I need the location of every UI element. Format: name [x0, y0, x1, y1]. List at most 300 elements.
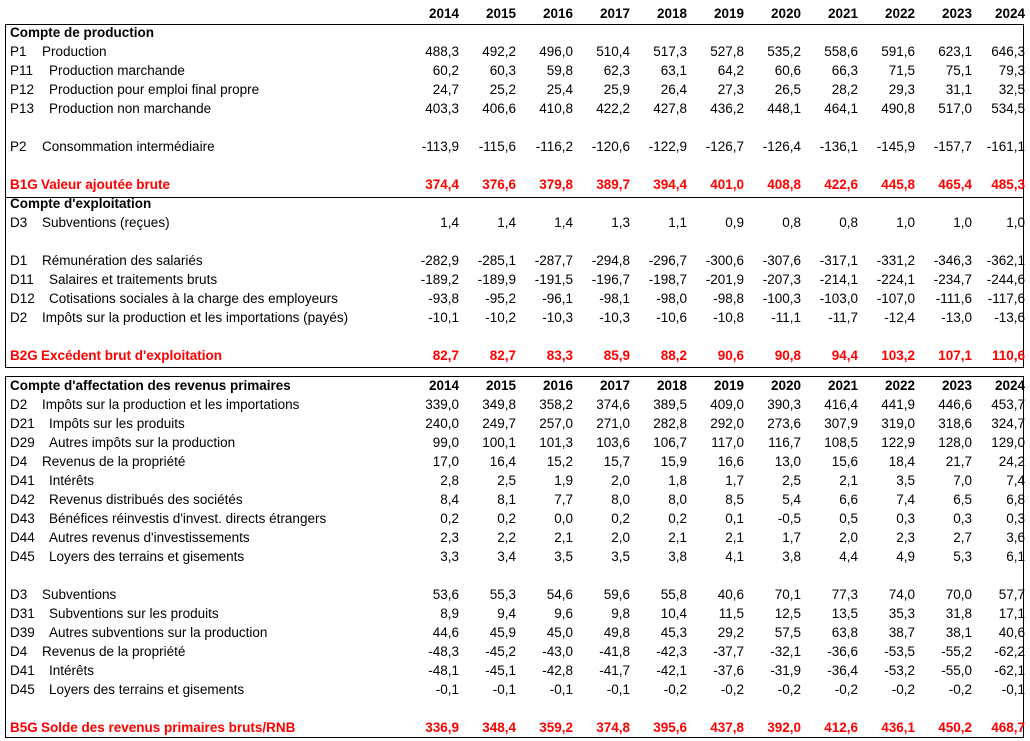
- blank-row: [5, 232, 1027, 251]
- value-cell: 490,8: [881, 101, 915, 116]
- value-cell: 623,1: [938, 44, 972, 59]
- value-cell: -43,0: [542, 644, 573, 659]
- value-cell: -214,1: [819, 272, 858, 287]
- table-block-production-exploitation: [5, 4, 1027, 365]
- value-cell: 379,8: [539, 177, 573, 192]
- value-cell: 0,0: [554, 511, 573, 526]
- value-cell: 26,4: [660, 82, 687, 97]
- value-cell: 273,6: [767, 416, 801, 431]
- table-row: [5, 308, 1027, 327]
- value-cell: 35,3: [888, 606, 915, 621]
- value-cell: 318,6: [938, 416, 972, 431]
- value-cell: 339,0: [425, 397, 459, 412]
- value-cell: 11,5: [718, 606, 744, 621]
- account-label: Subventions (reçues): [42, 215, 170, 230]
- table-row: [5, 490, 1027, 509]
- value-cell: -107,0: [876, 291, 915, 306]
- table-row: [5, 452, 1027, 471]
- value-cell: 3,5: [554, 549, 573, 564]
- blank-row: [5, 156, 1027, 175]
- account-label: Salaires et traitements bruts: [49, 272, 218, 287]
- value-cell: 336,9: [425, 720, 459, 735]
- table-row: [5, 680, 1027, 699]
- row-label: [5, 137, 405, 156]
- value-cell: -36,4: [827, 663, 858, 678]
- value-cell: 2,3: [896, 530, 915, 545]
- value-cell: 60,3: [489, 63, 516, 78]
- row-label: [5, 414, 405, 433]
- value-cell: 55,3: [489, 587, 516, 602]
- value-cell: 26,5: [774, 82, 801, 97]
- value-cell: -136,1: [819, 139, 858, 154]
- value-cell: 9,8: [611, 606, 630, 621]
- value-cell: -48,1: [428, 663, 459, 678]
- row-label: [5, 346, 405, 365]
- value-cell: 3,5: [896, 473, 915, 488]
- value-cell: -282,9: [420, 253, 459, 268]
- account-code: D31: [10, 606, 35, 621]
- account-code: D45: [10, 549, 35, 564]
- value-cell: 8,0: [611, 492, 630, 507]
- value-cell: 448,1: [767, 101, 801, 116]
- row-label: [5, 509, 405, 528]
- value-cell: 3,3: [440, 549, 459, 564]
- value-cell: -11,1: [771, 310, 801, 325]
- value-cell: -145,9: [876, 139, 915, 154]
- table-row: [5, 395, 1027, 414]
- value-cell: -12,4: [884, 310, 915, 325]
- value-cell: 1,4: [440, 215, 459, 230]
- value-cell: 90,8: [774, 348, 801, 363]
- value-cell: 646,3: [991, 44, 1025, 59]
- value-cell: 257,0: [539, 416, 573, 431]
- accounts-table-1: [5, 4, 1027, 365]
- value-cell: 27,3: [717, 82, 744, 97]
- value-cell: 1,3: [611, 215, 630, 230]
- account-code: D4: [10, 644, 28, 659]
- value-cell: -11,7: [828, 310, 858, 325]
- account-label: Valeur ajoutée brute: [41, 177, 171, 192]
- value-cell: 358,2: [539, 397, 573, 412]
- row-label: [5, 585, 405, 604]
- value-cell: 1,9: [554, 473, 573, 488]
- value-cell: 488,3: [425, 44, 459, 59]
- value-cell: 45,9: [489, 625, 516, 640]
- year-header-cell: 2021: [827, 378, 858, 393]
- account-label: Impôts sur les produits: [49, 416, 185, 431]
- account-code: D44: [10, 530, 35, 545]
- value-cell: 510,4: [596, 44, 630, 59]
- year-header-cell: 2017: [599, 6, 630, 21]
- section-title-row: [5, 194, 1027, 213]
- value-cell: -113,9: [421, 139, 459, 154]
- value-cell: 3,6: [1006, 530, 1025, 545]
- value-cell: -115,6: [478, 139, 516, 154]
- value-cell: -62,2: [994, 644, 1025, 659]
- value-cell: 527,8: [710, 44, 744, 59]
- value-cell: 485,3: [991, 177, 1025, 192]
- year-header-cell: 2014: [428, 378, 459, 393]
- account-code: D42: [10, 492, 35, 507]
- table-row: [5, 433, 1027, 452]
- account-code: D12: [10, 291, 35, 306]
- account-code: P11: [10, 63, 34, 78]
- value-cell: 496,0: [539, 44, 573, 59]
- value-cell: 0,9: [725, 215, 744, 230]
- row-label: [5, 175, 405, 194]
- value-cell: 453,7: [991, 397, 1025, 412]
- value-cell: -37,6: [713, 663, 744, 678]
- account-label: Subventions: [42, 587, 117, 602]
- value-cell: -296,7: [648, 253, 687, 268]
- value-cell: 416,4: [824, 397, 858, 412]
- year-header-cell: 2023: [941, 378, 972, 393]
- value-cell: 15,9: [660, 454, 687, 469]
- row-label: [5, 42, 405, 61]
- section-title: Compte de production: [10, 25, 154, 40]
- row-label: [5, 289, 405, 308]
- table-row: [5, 80, 1027, 99]
- value-cell: -196,7: [591, 272, 630, 287]
- value-cell: -201,9: [705, 272, 744, 287]
- value-cell: -10,2: [485, 310, 516, 325]
- value-cell: 558,6: [824, 44, 858, 59]
- value-cell: 17,0: [432, 454, 459, 469]
- account-label: Loyers des terrains et gisements: [49, 549, 245, 564]
- account-code: D4: [10, 454, 28, 469]
- table-row: [5, 137, 1027, 156]
- value-cell: -42,8: [542, 663, 573, 678]
- value-cell: 1,0: [953, 215, 972, 230]
- row-label: [5, 270, 405, 289]
- value-cell: 1,1: [668, 215, 687, 230]
- value-cell: 0,2: [668, 511, 687, 526]
- value-cell: 240,0: [425, 416, 459, 431]
- table-row: [5, 414, 1027, 433]
- value-cell: -0,5: [777, 511, 801, 526]
- value-cell: 0,2: [497, 511, 516, 526]
- header-spacer: [5, 4, 405, 23]
- value-cell: 0,2: [440, 511, 459, 526]
- account-code: B1G: [10, 177, 38, 192]
- value-cell: -0,2: [891, 682, 915, 697]
- value-cell: 29,2: [717, 625, 744, 640]
- value-cell: 99,0: [432, 435, 459, 450]
- value-cell: 62,3: [603, 63, 630, 78]
- value-cell: 292,0: [710, 416, 744, 431]
- value-cell: -122,9: [648, 139, 687, 154]
- value-cell: 117,0: [711, 435, 744, 450]
- year-header-cell: 2020: [770, 6, 801, 21]
- value-cell: 394,4: [653, 177, 687, 192]
- year-header-cell: 2018: [656, 378, 687, 393]
- account-code: P1: [10, 44, 27, 59]
- account-label: Revenus distribués des sociétés: [49, 492, 243, 507]
- table-row: [5, 270, 1027, 289]
- value-cell: 103,6: [596, 435, 630, 450]
- value-cell: 90,6: [717, 348, 744, 363]
- value-cell: 40,6: [717, 587, 744, 602]
- table-row: [5, 528, 1027, 547]
- value-cell: 1,0: [896, 215, 915, 230]
- value-cell: 63,8: [831, 625, 858, 640]
- value-cell: 8,1: [497, 492, 516, 507]
- value-cell: -294,8: [591, 253, 630, 268]
- table-row: [5, 642, 1027, 661]
- year-header-cell: 2014: [428, 6, 459, 21]
- account-label: Impôts sur la production et les importations: [42, 397, 300, 412]
- row-label: [5, 680, 405, 699]
- value-cell: -0,2: [720, 682, 744, 697]
- value-cell: -10,3: [599, 310, 630, 325]
- table-row: [5, 547, 1027, 566]
- value-cell: 392,0: [767, 720, 801, 735]
- value-cell: 45,3: [660, 625, 687, 640]
- value-cell: 2,8: [440, 473, 459, 488]
- value-cell: -285,1: [477, 253, 516, 268]
- value-cell: -317,1: [819, 253, 858, 268]
- value-cell: 40,6: [998, 625, 1025, 640]
- year-header-cell: 2024: [994, 378, 1025, 393]
- value-cell: -13,6: [994, 310, 1025, 325]
- value-cell: 85,9: [603, 348, 630, 363]
- value-cell: -62,1: [994, 663, 1025, 678]
- value-cell: 70,0: [945, 587, 972, 602]
- value-cell: -307,6: [762, 253, 801, 268]
- value-cell: 7,0: [953, 473, 972, 488]
- value-cell: 517,0: [938, 101, 972, 116]
- account-code: D11: [10, 272, 34, 287]
- accounts-table-2: [5, 376, 1027, 737]
- value-cell: 106,7: [653, 435, 687, 450]
- value-cell: 15,2: [546, 454, 573, 469]
- value-cell: 324,7: [991, 416, 1025, 431]
- value-cell: 3,8: [668, 549, 687, 564]
- value-cell: -0,2: [777, 682, 801, 697]
- value-cell: 79,3: [998, 63, 1025, 78]
- value-cell: 129,0: [991, 435, 1025, 450]
- value-cell: 436,1: [881, 720, 915, 735]
- value-cell: 3,8: [782, 549, 801, 564]
- account-code: D1: [10, 253, 28, 268]
- value-cell: 0,3: [1006, 511, 1025, 526]
- account-code: P12: [10, 82, 35, 97]
- value-cell: 15,6: [831, 454, 858, 469]
- value-cell: -10,3: [542, 310, 573, 325]
- value-cell: -0,1: [549, 682, 573, 697]
- value-cell: 2,1: [839, 473, 858, 488]
- value-cell: -0,2: [834, 682, 858, 697]
- value-cell: -224,1: [876, 272, 915, 287]
- value-cell: 7,4: [896, 492, 915, 507]
- value-cell: 591,6: [881, 44, 915, 59]
- account-code: D2: [10, 310, 28, 325]
- value-cell: -111,6: [935, 291, 972, 306]
- blank-row: [5, 699, 1027, 718]
- row-label: [5, 528, 405, 547]
- value-cell: 49,8: [603, 625, 630, 640]
- value-cell: 403,3: [425, 101, 459, 116]
- account-code: D29: [10, 435, 35, 450]
- value-cell: -346,3: [933, 253, 972, 268]
- value-cell: 16,4: [489, 454, 516, 469]
- value-cell: 107,1: [938, 348, 972, 363]
- value-cell: 271,0: [596, 416, 630, 431]
- value-cell: 0,1: [725, 511, 744, 526]
- row-label: [5, 604, 405, 623]
- value-cell: 406,6: [482, 101, 516, 116]
- value-cell: 4,1: [725, 549, 744, 564]
- account-code: P2: [10, 139, 27, 154]
- value-cell: 1,8: [668, 473, 687, 488]
- value-cell: -234,7: [933, 272, 972, 287]
- value-cell: 2,7: [953, 530, 972, 545]
- row-label: [5, 61, 405, 80]
- value-cell: 55,8: [660, 587, 687, 602]
- account-code: D39: [10, 625, 35, 640]
- account-label: Production non marchande: [49, 101, 212, 116]
- row-label: [5, 99, 405, 118]
- blank-row: [5, 118, 1027, 137]
- value-cell: 2,0: [611, 473, 630, 488]
- value-cell: 389,7: [596, 177, 630, 192]
- value-cell: -95,2: [485, 291, 516, 306]
- value-cell: 60,6: [774, 63, 801, 78]
- value-cell: 8,5: [725, 492, 744, 507]
- account-label: Production: [42, 44, 107, 59]
- value-cell: 128,0: [938, 435, 972, 450]
- value-cell: 17,1: [998, 606, 1025, 621]
- value-cell: -31,9: [770, 663, 801, 678]
- value-cell: 24,7: [432, 82, 459, 97]
- value-cell: 60,2: [432, 63, 459, 78]
- value-cell: 1,7: [782, 530, 801, 545]
- value-cell: 9,6: [554, 606, 573, 621]
- year-header-row: [5, 4, 1027, 23]
- value-cell: -117,6: [987, 291, 1025, 306]
- value-cell: 2,2: [497, 530, 516, 545]
- year-header-cell: 2017: [599, 378, 630, 393]
- value-cell: 13,0: [774, 454, 801, 469]
- account-code: D21: [10, 416, 35, 431]
- value-cell: 5,4: [782, 492, 801, 507]
- value-cell: 376,6: [482, 177, 516, 192]
- table-row: [5, 509, 1027, 528]
- account-code: D41: [10, 663, 35, 678]
- value-cell: 71,5: [888, 63, 915, 78]
- value-cell: 0,3: [953, 511, 972, 526]
- value-cell: -198,7: [648, 272, 687, 287]
- value-cell: -98,8: [713, 291, 744, 306]
- value-cell: 0,5: [839, 511, 858, 526]
- account-label: Consommation intermédiaire: [42, 139, 215, 154]
- value-cell: 422,2: [596, 101, 630, 116]
- value-cell: 8,9: [440, 606, 459, 621]
- section-title-row: [5, 23, 1027, 42]
- account-label: Autres revenus d'investissements: [49, 530, 250, 545]
- year-header-cell: 2019: [713, 6, 744, 21]
- total-row: [5, 718, 1027, 737]
- value-cell: -42,3: [656, 644, 687, 659]
- total-row: [5, 175, 1027, 194]
- value-cell: -331,2: [876, 253, 915, 268]
- value-cell: 18,4: [888, 454, 915, 469]
- year-header-cell: 2024: [994, 6, 1025, 21]
- value-cell: 282,8: [653, 416, 687, 431]
- value-cell: 31,8: [945, 606, 972, 621]
- value-cell: -41,8: [599, 644, 630, 659]
- value-cell: 401,0: [710, 177, 744, 192]
- year-header-cell: 2020: [770, 378, 801, 393]
- value-cell: 1,4: [554, 215, 573, 230]
- value-cell: 2,0: [611, 530, 630, 545]
- value-cell: 374,4: [425, 177, 459, 192]
- account-code: D3: [10, 215, 28, 230]
- account-label: Loyers des terrains et gisements: [49, 682, 245, 697]
- value-cell: 374,6: [596, 397, 630, 412]
- row-label: [5, 642, 405, 661]
- value-cell: -157,7: [933, 139, 972, 154]
- row-label: [5, 80, 405, 99]
- value-cell: -244,6: [986, 272, 1025, 287]
- value-cell: 1,4: [497, 215, 516, 230]
- value-cell: 7,7: [554, 492, 573, 507]
- value-cell: -42,1: [656, 663, 687, 678]
- table-row: [5, 289, 1027, 308]
- value-cell: 53,6: [432, 587, 459, 602]
- account-label: Subventions sur les produits: [49, 606, 219, 621]
- row-label: [5, 251, 405, 270]
- value-cell: -96,1: [542, 291, 573, 306]
- table-row: [5, 251, 1027, 270]
- value-cell: 8,4: [440, 492, 459, 507]
- value-cell: -362,1: [986, 253, 1025, 268]
- account-code: P13: [10, 101, 35, 116]
- table-row: [5, 213, 1027, 232]
- row-label: [5, 395, 405, 414]
- value-cell: -191,5: [534, 272, 573, 287]
- blank-row: [5, 327, 1027, 346]
- account-label: Solde des revenus primaires bruts/RNB: [41, 720, 296, 735]
- value-cell: 25,4: [546, 82, 573, 97]
- account-label: Cotisations sociales à la charge des employeurs: [49, 291, 338, 306]
- value-cell: 3,5: [611, 549, 630, 564]
- value-cell: 359,2: [539, 720, 573, 735]
- value-cell: 9,4: [497, 606, 516, 621]
- value-cell: 66,3: [831, 63, 858, 78]
- account-label: Production marchande: [49, 63, 185, 78]
- value-cell: 4,4: [839, 549, 858, 564]
- value-cell: -10,1: [428, 310, 459, 325]
- value-cell: 307,9: [824, 416, 858, 431]
- value-cell: 422,6: [824, 177, 858, 192]
- value-cell: 2,1: [668, 530, 687, 545]
- value-cell: 59,8: [546, 63, 573, 78]
- value-cell: 83,3: [546, 348, 573, 363]
- value-cell: -0,2: [948, 682, 972, 697]
- value-cell: 348,4: [482, 720, 516, 735]
- value-cell: -98,1: [599, 291, 630, 306]
- value-cell: 0,8: [782, 215, 801, 230]
- value-cell: 54,6: [546, 587, 573, 602]
- value-cell: -300,6: [705, 253, 744, 268]
- value-cell: 445,8: [881, 177, 915, 192]
- year-header-cell: 2022: [884, 378, 915, 393]
- value-cell: -120,6: [591, 139, 630, 154]
- value-cell: 6,6: [839, 492, 858, 507]
- year-header-cell: 2016: [542, 6, 573, 21]
- account-code: D41: [10, 473, 35, 488]
